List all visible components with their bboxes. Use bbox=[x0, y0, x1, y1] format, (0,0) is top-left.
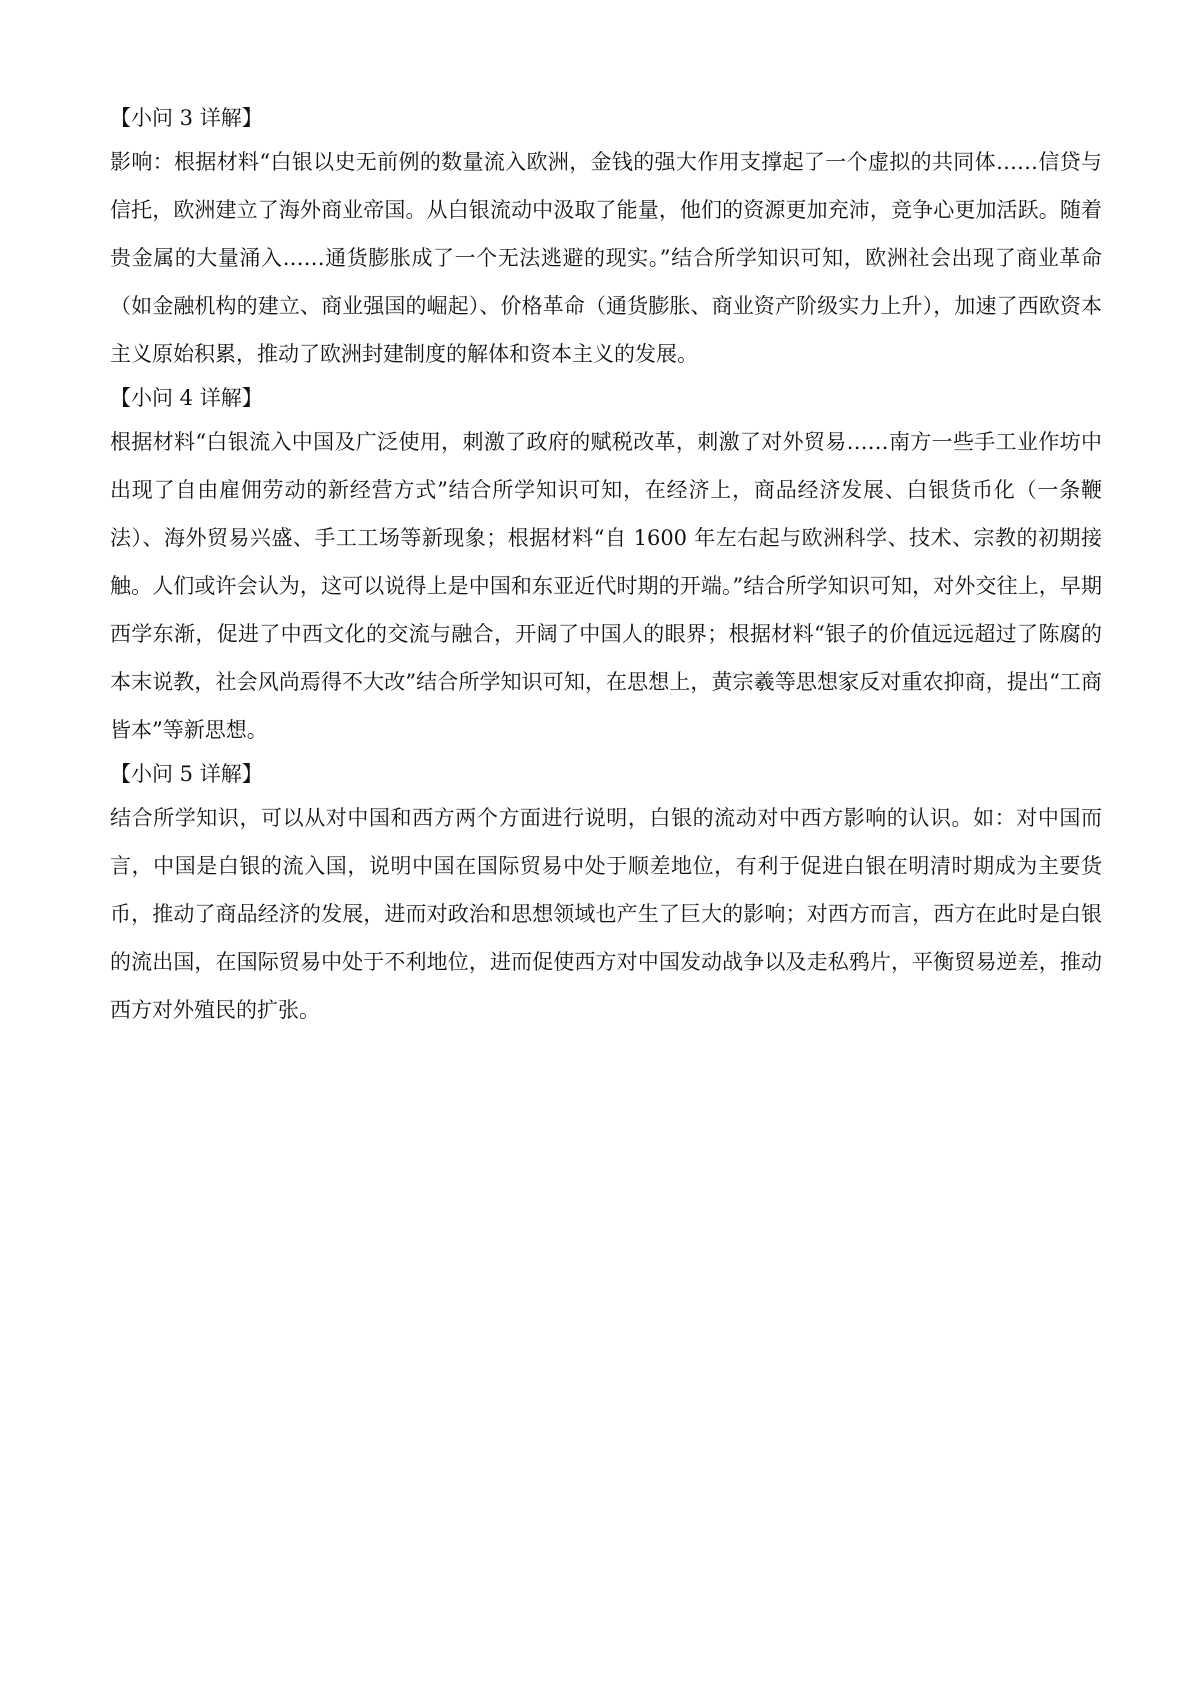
section-body-q4: 根据材料“白银流入中国及广泛使用，刺激了政府的赋税改革，刺激了对外贸易……南方一些手工业作坊中出现了自由雇佣劳动的新经营方式”结合所学知识可知，在经济上，商品经济发展、白银货币化（一条鞭法）、海外贸易兴盛、手工工场等新现象；根据材料“自 1600 年左右起与欧洲科学、技术、宗教的初期接触。人们或许会认为，这可以说得上是中国和东亚近代时期的开端。”结合所学知识可知，对外交往上，早期西学东渐，促进了中西文化的交流与融合，开阔了中国人的眼界；根据材料“银子的价值远远超过了陈腐的本末说教，社会风尚焉得不大改”结合所学知识可知，在思想上，黄宗羲等思想家反对重农抑商，提出“工商皆本”等新思想。 bbox=[110, 430, 1102, 742]
section-body-q3: 影响：根据材料“白银以史无前例的数量流入欧洲，金钱的强大作用支撑起了一个虚拟的共同体……信贷与信托，欧洲建立了海外商业帝国。从白银流动中汲取了能量，他们的资源更加充沛，竞争心更加活跃。随着贵金属的大量涌入……通货膨胀成了一个无法逃避的现实。”结合所学知识可知，欧洲社会出现了商业革命（如金融机构的建立、商业强国的崛起）、价格革命（通货膨胀、商业资产阶级实力上升），加速了西欧资本主义原始积累，推动了欧洲封建制度的解体和资本主义的发展。 bbox=[110, 150, 1102, 366]
section-heading-q5: 【小问 5 详解】 bbox=[110, 762, 263, 786]
section-heading-q4: 【小问 4 详解】 bbox=[110, 386, 263, 410]
section-heading-q3: 【小问 3 详解】 bbox=[110, 106, 263, 130]
document-content bbox=[110, 98, 1102, 1034]
section-body-q5: 结合所学知识，可以从对中国和西方两个方面进行说明，白银的流动对中西方影响的认识。如：对中国而言，中国是白银的流入国，说明中国在国际贸易中处于顺差地位，有利于促进白银在明清时期成为主要货币，推动了商品经济的发展，进而对政治和思想领域也产生了巨大的影响；对西方而言，西方在此时是白银的流出国，在国际贸易中处于不利地位，进而促使西方对中国发动战争以及走私鸦片，平衡贸易逆差，推动西方对外殖民的扩张。 bbox=[110, 806, 1102, 1022]
